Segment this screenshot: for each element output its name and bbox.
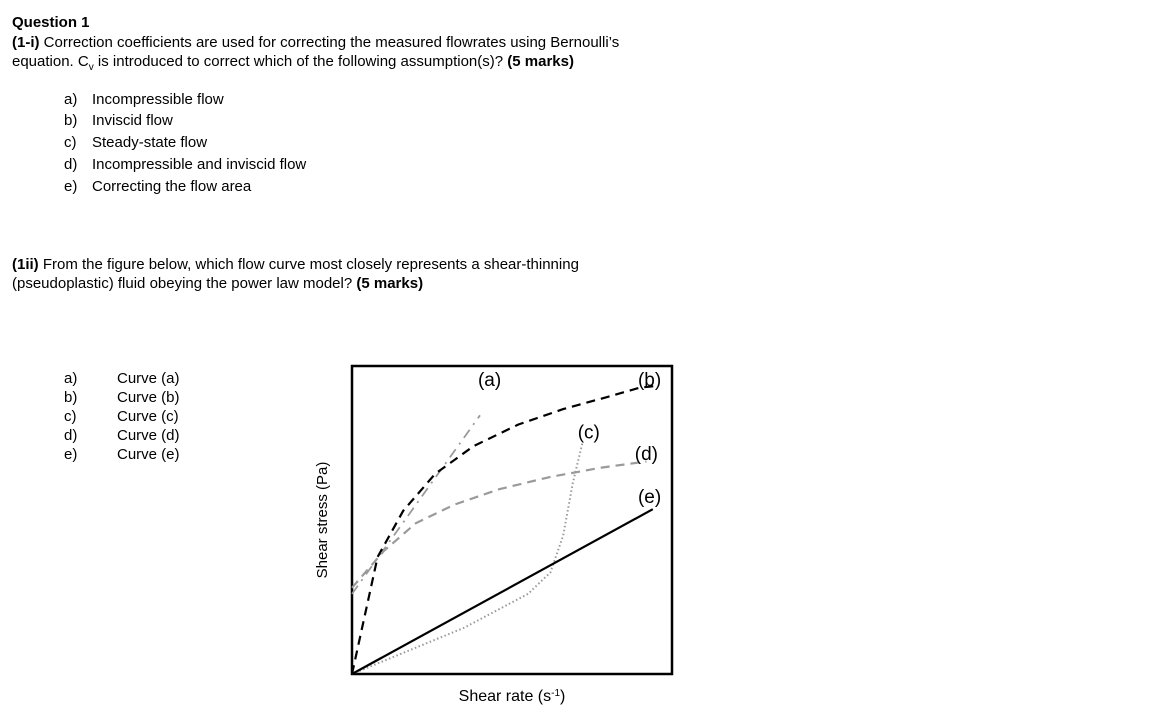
part2-text-line2: (pseudoplastic) fluid obeying the power law model? <box>12 275 357 292</box>
plot-frame <box>352 366 672 674</box>
y-axis-label: Shear stress (Pa) <box>314 461 331 579</box>
series-line-e <box>352 509 653 674</box>
option-letter: b) <box>64 112 78 129</box>
option-letter: d) <box>64 156 78 173</box>
option-letter: b) <box>64 389 78 406</box>
series-line-a <box>352 415 480 594</box>
option-letter: a) <box>64 91 78 108</box>
part1-text-line2-pre: equation. C <box>12 53 89 70</box>
part1-text-line1: Correction coefficients are used for correcting the measured flowrates using Bernoulli’s <box>39 34 620 51</box>
flow-curve-chart <box>300 350 700 710</box>
curve-label-c: (c) <box>577 422 600 444</box>
part1-label: (1-i) <box>12 34 40 51</box>
option-text: Incompressible and inviscid flow <box>92 156 307 173</box>
option-text: Curve (c) <box>117 408 179 425</box>
option-letter: c) <box>64 408 77 425</box>
option-letter: d) <box>64 427 78 444</box>
part2-marks: (5 marks) <box>356 275 424 292</box>
option-text: Curve (e) <box>117 446 180 463</box>
option-text: Curve (a) <box>117 370 180 387</box>
question-heading: Question 1 <box>12 14 90 31</box>
series-layer <box>352 386 659 674</box>
option-text: Curve (d) <box>117 427 180 444</box>
part1-line2 <box>12 53 574 77</box>
part1-marks: (5 marks) <box>507 53 574 70</box>
part2-text-line1: From the figure below, which flow curve most closely represents a shear-thinning <box>38 256 579 273</box>
option-text: Correcting the flow area <box>92 178 252 195</box>
option-letter: a) <box>64 370 78 387</box>
part1-text-line2-post: is introduced to correct which of the following assumption(s)? <box>93 53 508 70</box>
option-letter: c) <box>64 134 77 151</box>
option-letter: e) <box>64 178 78 195</box>
option-text: Inviscid flow <box>92 112 173 129</box>
x-axis-label-main: Shear rate (s <box>458 688 552 705</box>
curve-label-d: (d) <box>634 443 659 465</box>
curve-label-e: (e) <box>637 487 662 509</box>
option-text: Curve (b) <box>117 389 180 406</box>
option-text: Incompressible flow <box>92 91 224 108</box>
option-text: Steady-state flow <box>92 134 208 151</box>
x-axis-label-sup: -1 <box>551 687 561 699</box>
part2-line2 <box>12 275 423 293</box>
part2-line1 <box>12 256 579 274</box>
part1-subscript: v <box>88 62 94 73</box>
part1-line1 <box>12 34 619 52</box>
option-letter: e) <box>64 446 78 463</box>
curve-label-b: (b) <box>637 370 662 391</box>
x-axis-label <box>459 688 566 706</box>
part2-label: (1ii) <box>12 256 39 273</box>
x-axis-label-end: ) <box>560 688 566 705</box>
curve-label-a: (a) <box>477 370 502 391</box>
